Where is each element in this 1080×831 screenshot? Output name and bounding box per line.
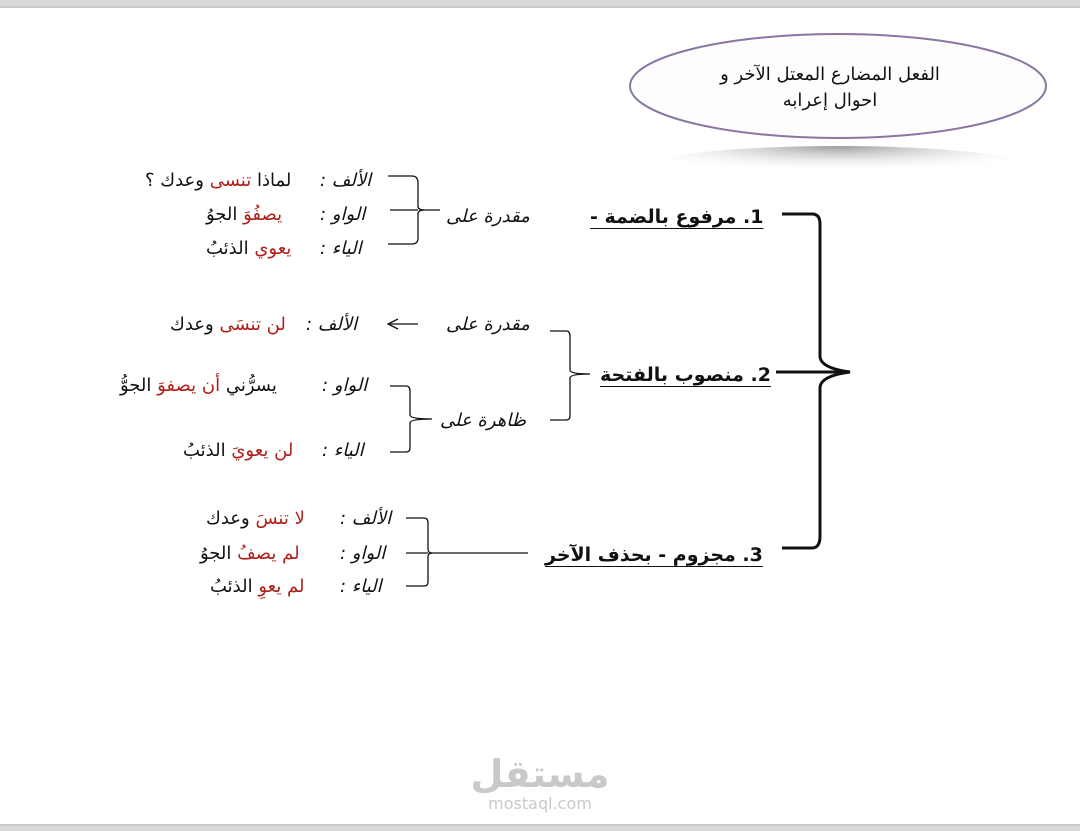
letter-alif: الألف : [306, 314, 358, 335]
letter-waw: الواو : [322, 375, 368, 396]
verb-highlight: لن تنسَى [219, 314, 286, 335]
title-line-2: احوال إعرابه [782, 90, 878, 111]
letter-waw: الواو : [320, 204, 366, 225]
letter-ya: الياء : [320, 238, 362, 259]
verb-highlight: تنسى [209, 170, 252, 191]
connector-lines [0, 8, 1080, 824]
verb-highlight: لم يصفُ [237, 543, 300, 564]
branch-2-mode-b: ظاهرة على [440, 410, 527, 431]
watermark-domain: mostaql.com [488, 794, 592, 813]
letter-ya: الياء : [340, 576, 382, 597]
main-brace [782, 214, 850, 548]
letter-waw: الواو : [340, 543, 386, 564]
example-text: لماذا تنسى وعدك ؟ [145, 170, 292, 191]
example-text: لن تنسَى وعدك [170, 314, 286, 335]
title-text [660, 62, 1000, 114]
verb-highlight: لا تنسَ [255, 508, 305, 529]
branch-2-mode-a: مقدرة على [446, 314, 530, 335]
letter-alif: الألف : [340, 508, 392, 529]
example-text: يعوي الذئبُ [206, 238, 292, 259]
verb-highlight: أن يصفوَ [157, 375, 221, 396]
example-text: لم يصفُ الجوُ [200, 543, 300, 564]
branch-2-label: 2. منصوب بالفتحة [600, 364, 771, 386]
branch-1-label: 1. مرفوع بالضمة - [590, 206, 764, 228]
example-text: يسرُّني أن يصفوَ الجوُّ [120, 375, 277, 396]
letter-alif: الألف : [320, 170, 372, 191]
title-line-1: الفعل المضارع المعتل الآخر و [720, 64, 940, 85]
verb-highlight: لن يعويَ [231, 440, 294, 461]
branch-1-mode: مقدرة على [446, 206, 530, 227]
verb-highlight: لم يعوِ [258, 576, 305, 597]
example-text: لا تنسَ وعدك [206, 508, 305, 529]
watermark-logo: مستقل [470, 752, 610, 796]
page [0, 6, 1080, 826]
example-text: لن يعويَ الذئبُ [183, 440, 294, 461]
branch-3-label: 3. مجزوم - بحذف الآخر [545, 544, 763, 566]
verb-highlight: يصفُوَ [243, 204, 283, 225]
example-text: لم يعوِ الذئبُ [210, 576, 305, 597]
example-text: يصفُوَ الجوُ [206, 204, 283, 225]
letter-ya: الياء : [322, 440, 364, 461]
verb-highlight: يعوي [254, 238, 292, 259]
